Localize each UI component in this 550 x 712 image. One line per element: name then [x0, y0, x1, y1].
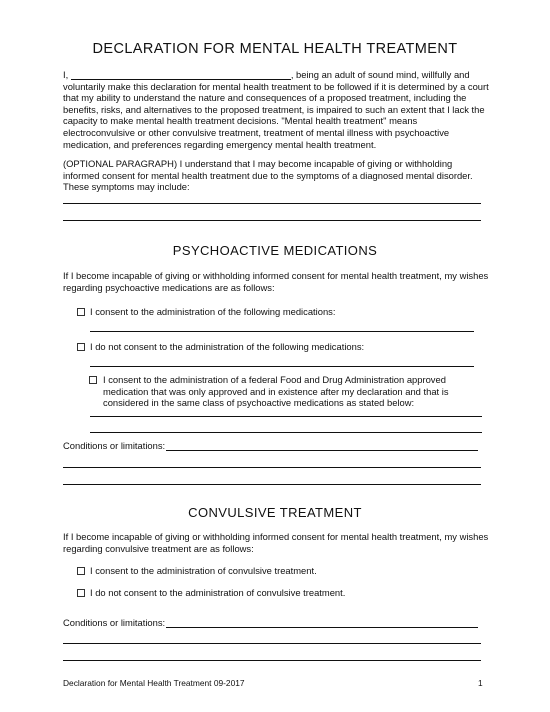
consent-medications-line[interactable]: [90, 331, 474, 332]
convulsive-intro: If I become incapable of giving or withholding informed consent for mental health treatment, my wishes regarding convulsive treatment are as follows:: [63, 531, 489, 554]
psychoactive-no-consent-label: I do not consent to the administration of the following medications:: [90, 341, 365, 352]
psychoactive-intro: If I become incapable of giving or withholding informed consent for mental health treatment, my wishes regarding psychoactive medications are as follows:: [63, 270, 489, 293]
fda-medications-line-1[interactable]: [90, 416, 482, 417]
convulsive-no-consent-option[interactable]: [77, 587, 345, 599]
psychoactive-consent-checkbox[interactable]: [77, 308, 85, 316]
no-consent-medications-line[interactable]: [90, 366, 474, 367]
convulsive-consent-label: I consent to the administration of convulsive treatment.: [90, 565, 317, 576]
convulsive-conditions-field[interactable]: [166, 617, 478, 628]
psychoactive-no-consent-checkbox[interactable]: [77, 343, 85, 351]
psychoactive-no-consent-option[interactable]: [77, 341, 364, 353]
psychoactive-fda-checkbox[interactable]: [89, 376, 97, 384]
convulsive-consent-checkbox[interactable]: [77, 567, 85, 575]
intro-paragraph: [63, 69, 491, 150]
convulsive-heading: CONVULSIVE TREATMENT: [188, 505, 362, 520]
page-number: 1: [478, 678, 483, 688]
psychoactive-conditions-line-3[interactable]: [63, 484, 481, 485]
fda-medications-line-2[interactable]: [90, 432, 482, 433]
psychoactive-conditions-label: Conditions or limitations:: [63, 440, 166, 451]
convulsive-consent-option[interactable]: [77, 565, 317, 577]
convulsive-no-consent-checkbox[interactable]: [77, 589, 85, 597]
declarant-name-field[interactable]: [71, 70, 291, 80]
psychoactive-consent-label: I consent to the administration of the following medications:: [90, 306, 336, 317]
intro-prefix: I,: [63, 69, 69, 80]
psychoactive-heading: PSYCHOACTIVE MEDICATIONS: [172, 243, 378, 258]
optional-paragraph: (OPTIONAL PARAGRAPH) I understand that I may become incapable of giving or withholding informed consent for mental health treatment due to the symptoms of a diagnosed mental disorder. These symptoms may include:: [63, 158, 473, 193]
footer-text: Declaration for Mental Health Treatment 09-2017: [63, 678, 245, 688]
document-title: DECLARATION FOR MENTAL HEALTH TREATMENT: [92, 41, 458, 57]
convulsive-conditions: [63, 617, 478, 628]
intro-body: voluntarily make this declaration for mental health treatment to be followed if it is determined by a court that my ability to understand the nature and consequences of a proposed treatment, including the benefits, risks, and alternatives to the proposed treatment, is impaired to such an extent that I lack the capacity to make mental health treatment decisions. "Mental health treatment" means electroconvulsive or other convulsive treatment, treatment of mental illness with psychoactive medication, and preferences regarding emergency mental health treatment.: [63, 80, 489, 150]
psychoactive-conditions: [63, 440, 478, 451]
psychoactive-conditions-field[interactable]: [166, 440, 478, 451]
convulsive-no-consent-label: I do not consent to the administration of convulsive treatment.: [90, 587, 346, 598]
psychoactive-conditions-line-2[interactable]: [63, 467, 481, 468]
psychoactive-fda-label: I consent to the administration of a federal Food and Drug Administration approved medication that was only approved and in existence after my declaration and that is considered in the same class of psychoactive medications as stated below:: [103, 374, 449, 409]
convulsive-conditions-line-2[interactable]: [63, 643, 481, 644]
symptoms-line-1[interactable]: [63, 203, 481, 204]
psychoactive-consent-option[interactable]: [77, 306, 335, 318]
convulsive-conditions-line-3[interactable]: [63, 660, 481, 661]
symptoms-line-2[interactable]: [63, 220, 481, 221]
convulsive-conditions-label: Conditions or limitations:: [63, 617, 166, 628]
intro-suffix: , being an adult of sound mind, willfully and: [290, 69, 470, 80]
